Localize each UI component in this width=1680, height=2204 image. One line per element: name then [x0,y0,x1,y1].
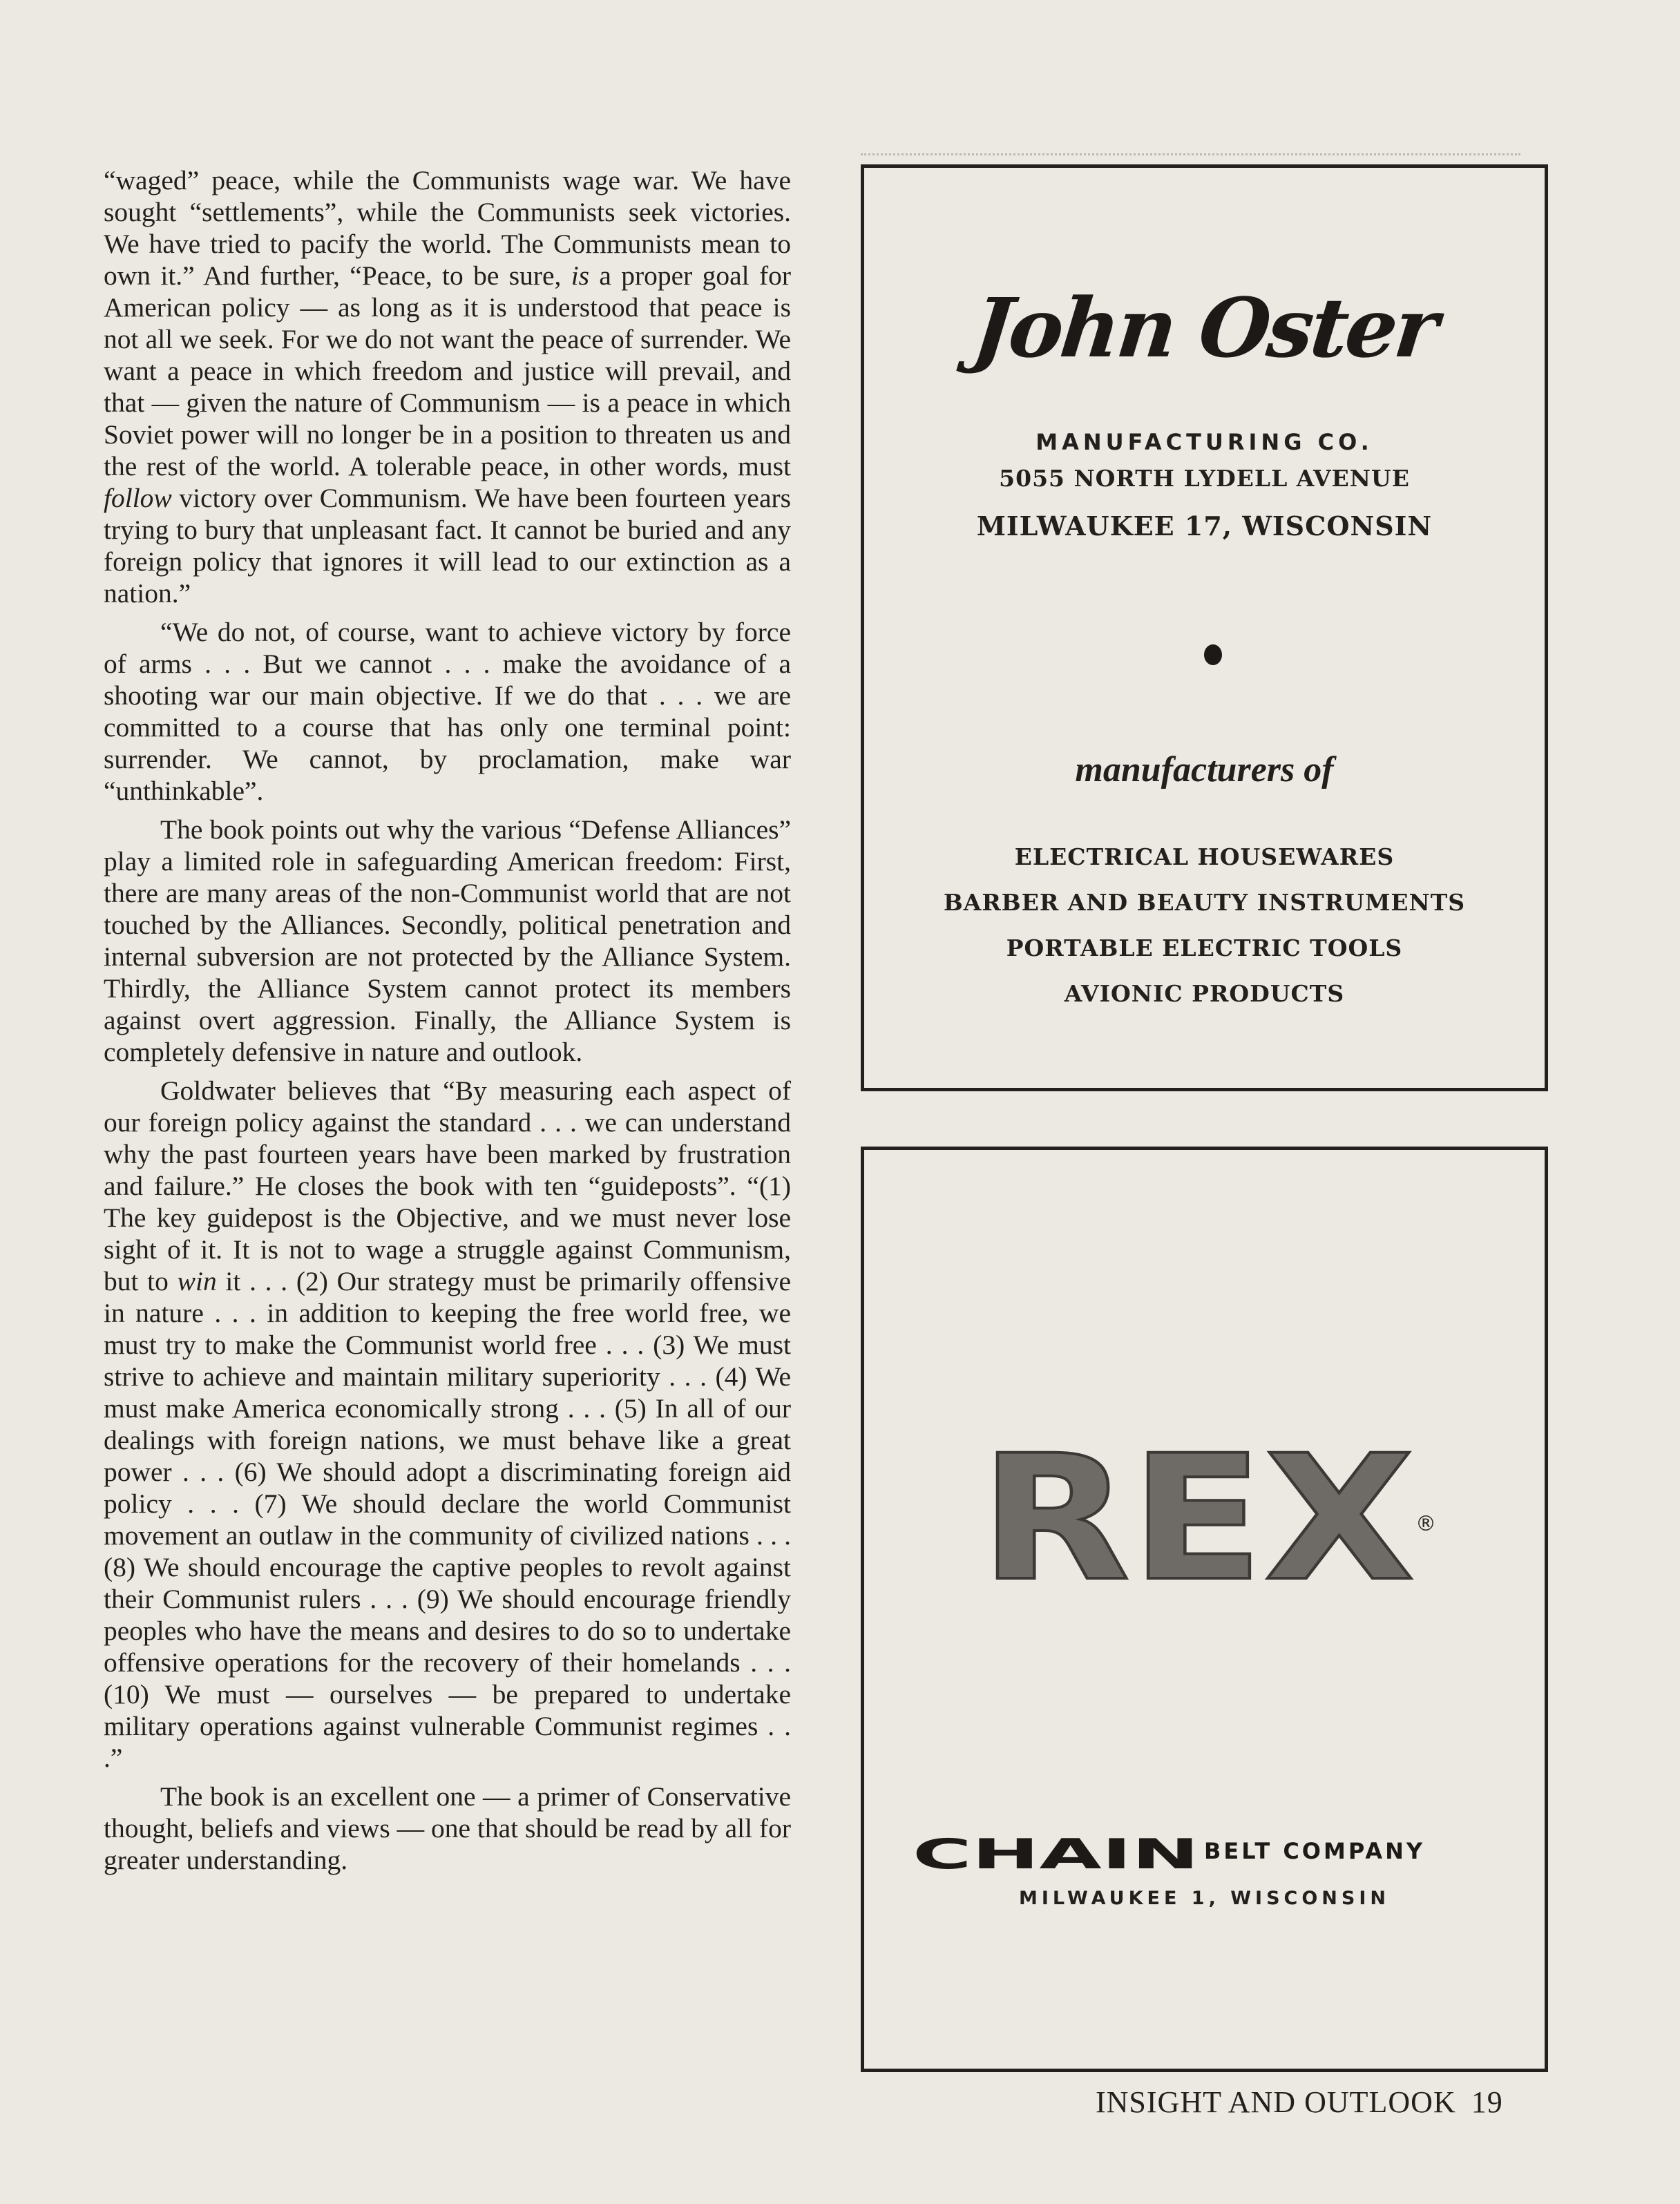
article-emphasis: is [571,260,590,291]
chain-logo [913,1834,1203,1872]
rex-logo [976,1440,1418,1599]
chain-belt-city: MILWAUKEE 1, WISCONSIN [1019,1888,1390,1909]
oster-product: AVIONIC PRODUCTS [1064,980,1345,1007]
oster-product: BARBER AND BEAUTY INSTRUMENTS [943,889,1466,916]
article-paragraph-2: “We do not, of course, want to achieve victory by force of arms . . . But we cannot . . . make the avoidance of a shooting war our main objective. If we do that . . . we are committed to a course that has only one terminal point: surrender. We cannot, by proclamation, make war “unthinkable”. [104,617,791,806]
registered-mark: ® [1415,1512,1436,1536]
article-text: Goldwater believes that “By measuring each aspect of our foreign policy against the standard . . . we can understand why the past fourteen years have been marked by frustration and failure.” He closes the book with ten “guideposts”. “(1) The key guidepost is the Objective, and we must never lose sight of it. It is not to wage a struggle against Communism, but to [104,1075,791,1296]
rex-logo-text: REX [980,1440,1415,1599]
article-paragraph-5: The book is an excellent one — a primer of Conservative thought, beliefs and views — one that should be read by all for greater understanding. [104,1781,791,1875]
chain-logo-text: CHAIN [913,1834,1199,1872]
bullet-dot-icon [1204,644,1222,665]
oster-city: MILWAUKEE 17, WISCONSIN [976,510,1433,542]
article-text: victory over Communism. We have been fourteen years trying to bury that unpleasant fact. It cannot be buried and any foreign policy that ignores it will lead to our extinction as a nation.” [104,483,791,609]
article-column [104,164,791,1883]
page-footer [1096,2085,1503,2120]
article-paragraph-4 [104,1075,791,1774]
chain-belt-company-name: BELT COMPANY [1204,1838,1426,1864]
oster-product: ELECTRICAL HOUSEWARES [1014,843,1395,870]
article-text: it . . . (2) Our strategy must be primarily offensive in nature . . . in addition to keeping the free world free, we must try to make the Communist world free . . . (3) We must strive to achieve and maintain military superiority . . . (4) We must make America economically strong . . . (5) In all of our dealings with foreign nations, we must behave like a great power . . . (6) We should adopt a discriminating foreign aid policy . . . (7) We should declare the world Communist movement an outlaw in the community of civilized nations . . . (8) We should encourage the captive peoples to revolt against their Communist rulers . . . (9) We should encourage friendly peoples who have the means and desires to do so to undertake offensive operations for the recovery of their homelands . . . (10) We must — ourselves — be prepared to undertake military operations against vulnerable Communist regimes . . .” [104,1266,791,1773]
article-emphasis: win [177,1266,217,1296]
article-paragraph-1 [104,164,791,609]
article-text: “waged” peace, while the Communists wage war. We have sought “settlements”, while the Communists seek victories. We have tried to pacify the world. The Communists mean to own it.” And further, “Peace, to be sure, [104,165,791,291]
article-emphasis: follow [104,483,172,513]
oster-product: PORTABLE ELECTRIC TOOLS [1006,935,1403,961]
article-paragraph-3: The book points out why the various “Defense Alliances” play a limited role in safeguarding American freedom: First, there are many areas of the non-Communist world that are not touched by the Alliances. Secondly, political penetration and internal subversion are not protected by the Alliance System. Thirdly, the Alliance System cannot protect its members against overt aggression. Finally, the Alliance System is completely defensive in nature and outlook. [104,814,791,1067]
oster-street-address: 5055 NORTH LYDELL AVENUE [999,465,1410,492]
rex-chain-belt-advertisement [861,1147,1548,2072]
john-oster-logo: John Oster [968,280,1440,376]
oster-tagline: manufacturers of [1075,750,1334,789]
page-number: 19 [1471,2085,1503,2119]
article-text: a proper goal for American policy — as long as it is understood that peace is not all we seek. For we do not want the peace of surrender. We want a peace in which freedom and justice will prevail, and that — given the nature of Communism — is a peace in which Soviet power will no longer be in a position to threaten us and the rest of the world. A tolerable peace, in other words, must [104,260,792,481]
publication-name: INSIGHT AND OUTLOOK [1096,2085,1456,2119]
oster-company-name: MANUFACTURING CO. [1035,429,1373,455]
john-oster-advertisement [861,164,1548,1091]
print-rule [861,153,1520,155]
